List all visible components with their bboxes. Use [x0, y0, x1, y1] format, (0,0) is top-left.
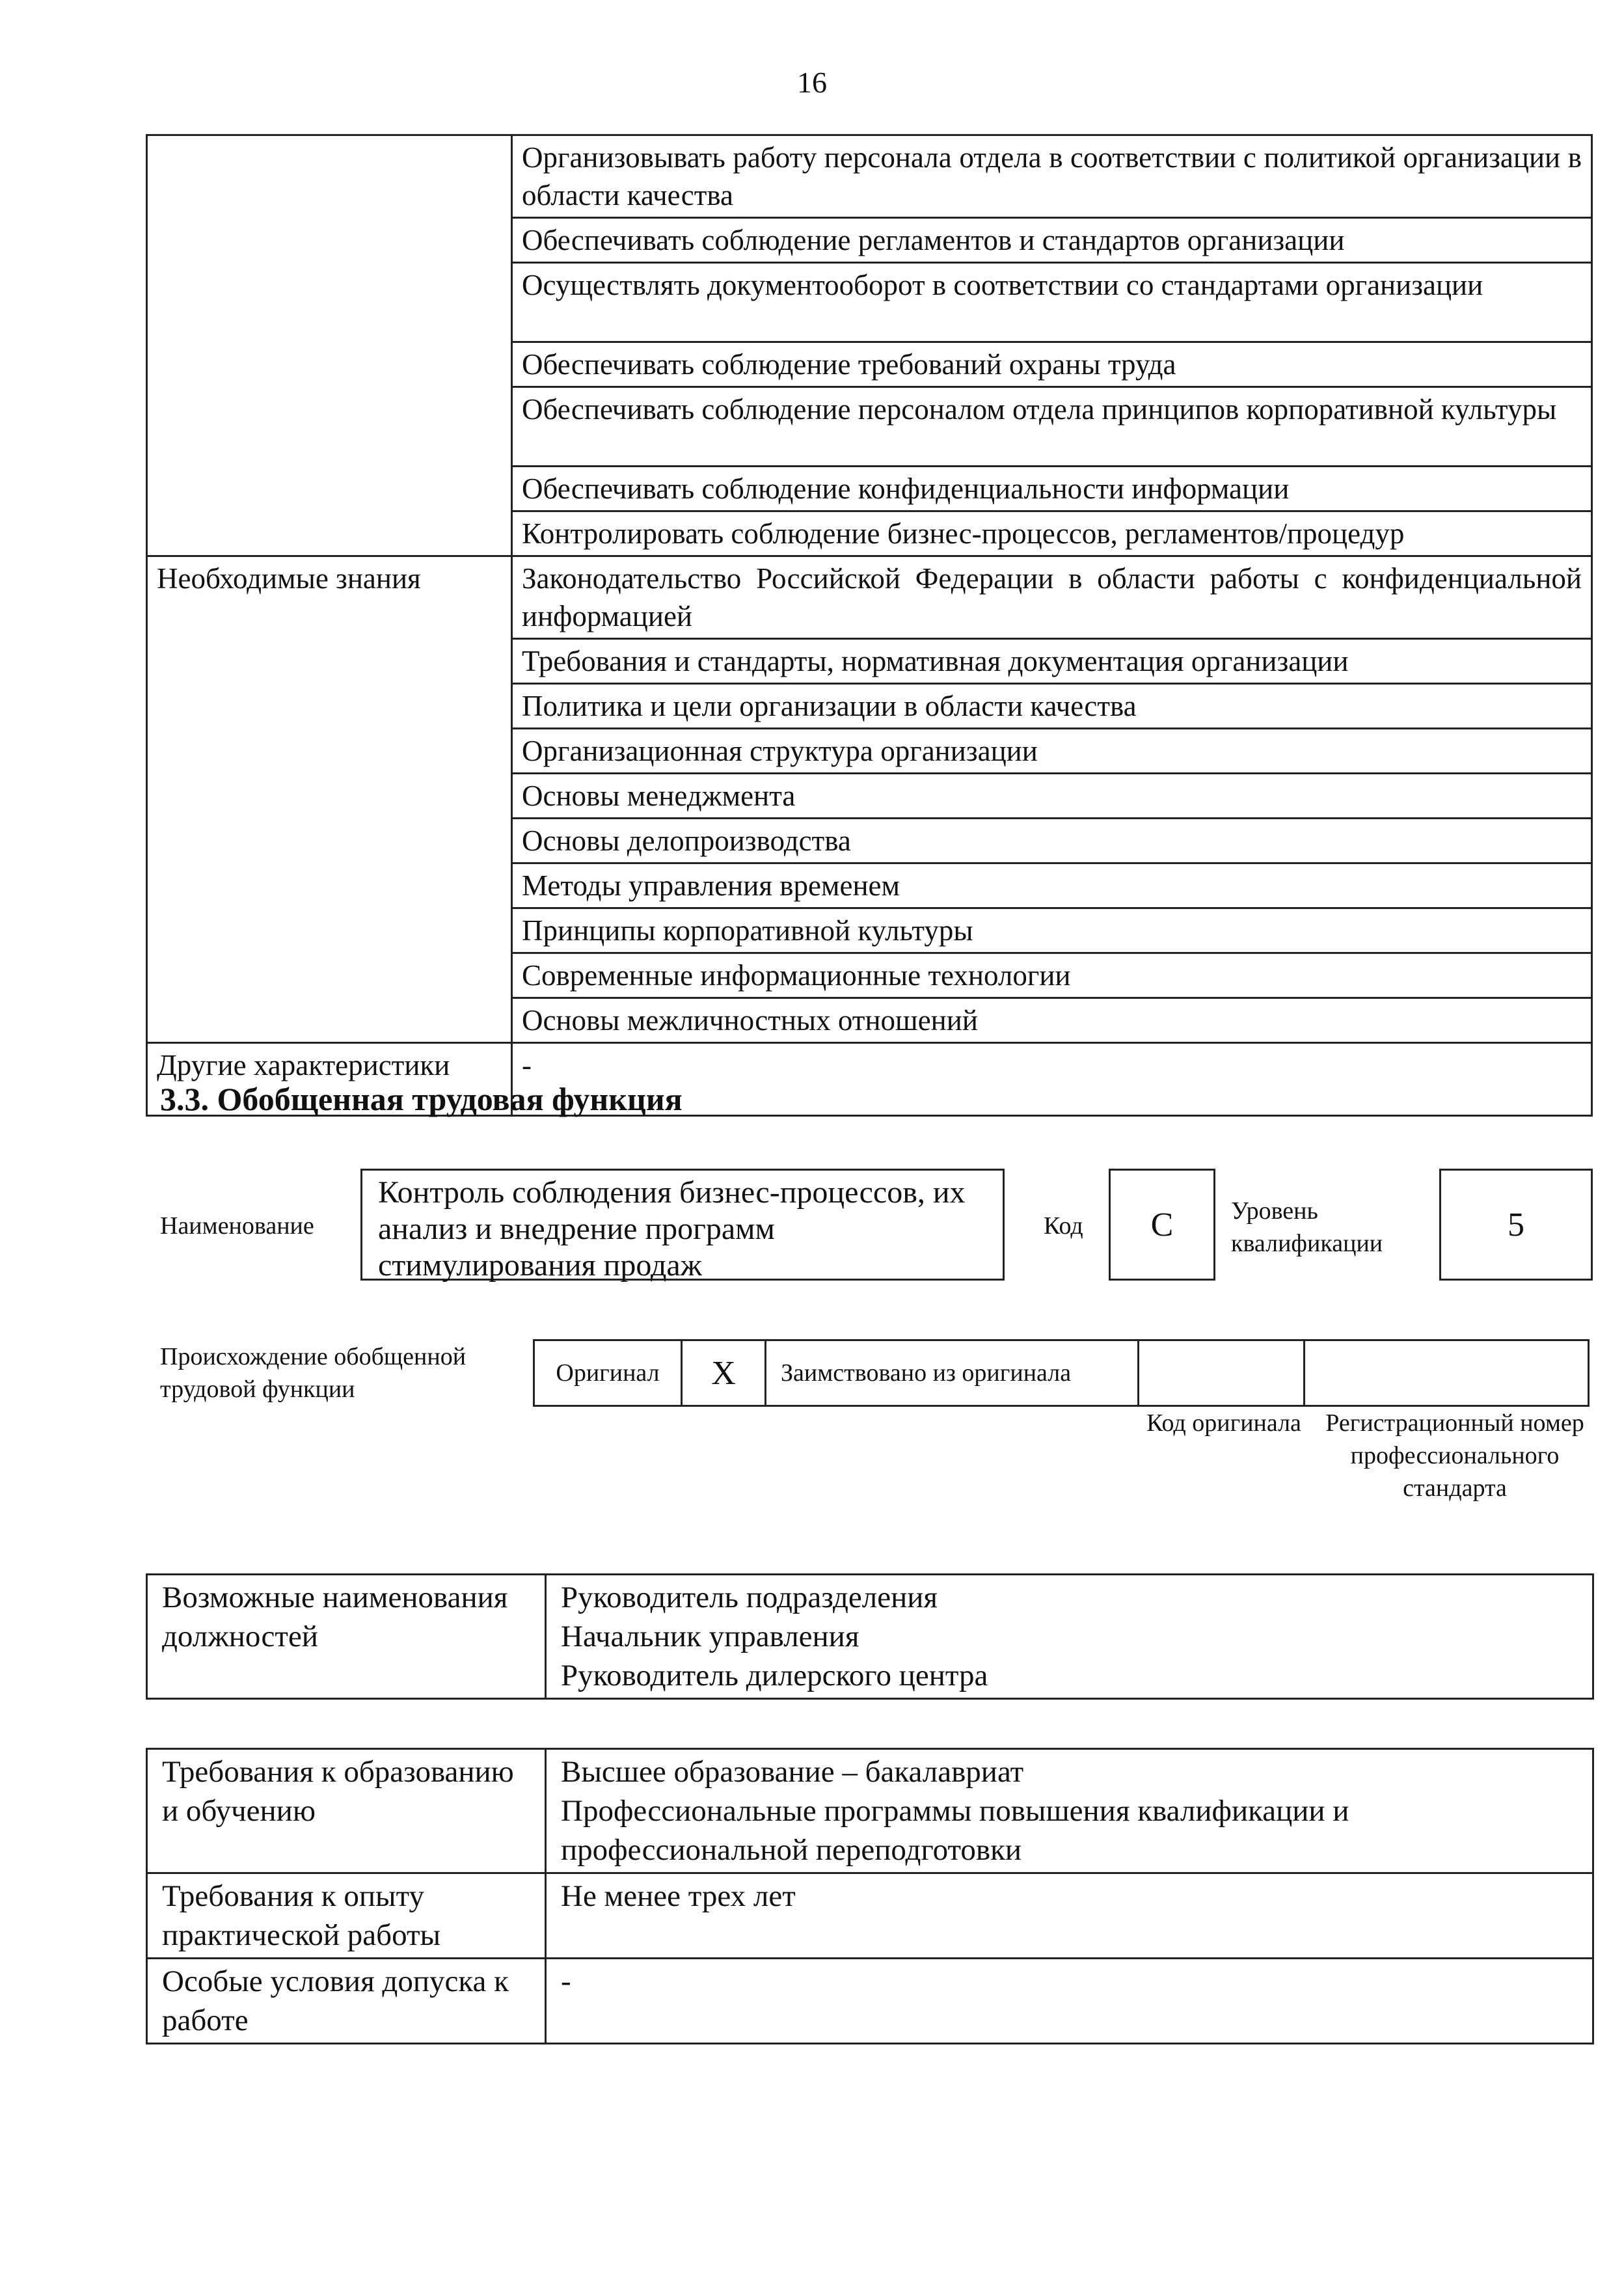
requirement-label: Требования к образованию и обучению	[147, 1749, 546, 1873]
knowledge-item: Требования и стандарты, нормативная документация организации	[512, 639, 1592, 684]
origin-borrowed: Заимствовано из оригинала	[765, 1339, 1139, 1407]
other-value: -	[512, 1043, 1592, 1116]
origin-label: Происхождение обобщенной трудовой функции	[160, 1343, 467, 1403]
origin-reg-cell	[1303, 1339, 1590, 1407]
position-item: Руководитель подразделения	[561, 1581, 938, 1614]
requirements-table	[146, 1748, 1594, 2044]
skill-item: Контролировать соблюдение бизнес-процессов, регламентов/процедур	[512, 511, 1592, 556]
positions-table	[146, 1573, 1594, 1700]
skill-item: Обеспечивать соблюдение требований охраны труда	[512, 342, 1592, 387]
name-value: Контроль соблюдения бизнес-процессов, их анализ и внедрение программ стимулирования продаж	[360, 1169, 1005, 1281]
origin-code-cell	[1137, 1339, 1305, 1407]
skill-item: Обеспечивать соблюдение конфиденциальности информации	[512, 467, 1592, 511]
positions-label: Возможные наименования должностей	[147, 1575, 546, 1699]
knowledge-item: Современные информационные технологии	[512, 953, 1592, 998]
skills-continued-cell	[147, 135, 512, 556]
knowledge-item: Организационная структура организации	[512, 729, 1592, 774]
skill-item: Обеспечивать соблюдение регламентов и стандартов организации	[512, 218, 1592, 263]
knowledge-item: Законодательство Российской Федерации в области работы с конфиденциальной информацией	[512, 556, 1592, 639]
positions-list	[546, 1575, 1593, 1699]
knowledge-item: Политика и цели организации в области качества	[512, 684, 1592, 729]
origin-row	[535, 1339, 1590, 1407]
code-label: Код	[1044, 1212, 1083, 1240]
code-value: C	[1109, 1169, 1215, 1281]
reg-caption: Регистрационный номер профессионального стандарта	[1325, 1409, 1584, 1502]
position-item: Руководитель дилерского центра	[561, 1659, 988, 1692]
level-label: Уровень квалификации	[1231, 1197, 1383, 1257]
knowledge-item: Методы управления временем	[512, 863, 1592, 908]
requirement-value: Высшее образование – бакалавриат Профессиональные программы повышения квалификации и профессиональной переподготовки	[546, 1749, 1593, 1873]
requirement-value: Не менее трех лет	[546, 1873, 1593, 1959]
level-value: 5	[1439, 1169, 1593, 1281]
page-number: 16	[797, 66, 827, 99]
section-title: 3.3. Обобщенная трудовая функция	[160, 1081, 683, 1117]
origin-original: Оригинал	[533, 1339, 683, 1407]
name-label: Наименование	[160, 1212, 314, 1240]
position-item: Начальник управления	[561, 1620, 859, 1653]
code-caption: Код оригинала	[1146, 1409, 1301, 1437]
requirement-label: Требования к опыту практической работы	[147, 1873, 546, 1959]
knowledge-item: Основы межличностных отношений	[512, 998, 1592, 1043]
knowledge-label: Необходимые знания	[147, 556, 512, 1043]
skill-item: Обеспечивать соблюдение персоналом отдела принципов корпоративной культуры	[512, 387, 1592, 467]
origin-mark: X	[681, 1339, 766, 1407]
knowledge-item: Основы делопроизводства	[512, 819, 1592, 863]
skill-item: Организовывать работу персонала отдела в соответствии с политикой организации в области качества	[512, 135, 1592, 218]
skill-item: Осуществлять документооборот в соответствии со стандартами организации	[512, 263, 1592, 342]
knowledge-item: Принципы корпоративной культуры	[512, 908, 1592, 953]
other-label: Другие характеристики	[147, 1043, 512, 1116]
requirement-label: Особые условия допуска к работе	[147, 1959, 546, 2044]
knowledge-item: Основы менеджмента	[512, 774, 1592, 819]
skills-knowledge-table	[146, 134, 1593, 1117]
requirement-value: -	[546, 1959, 1593, 2044]
